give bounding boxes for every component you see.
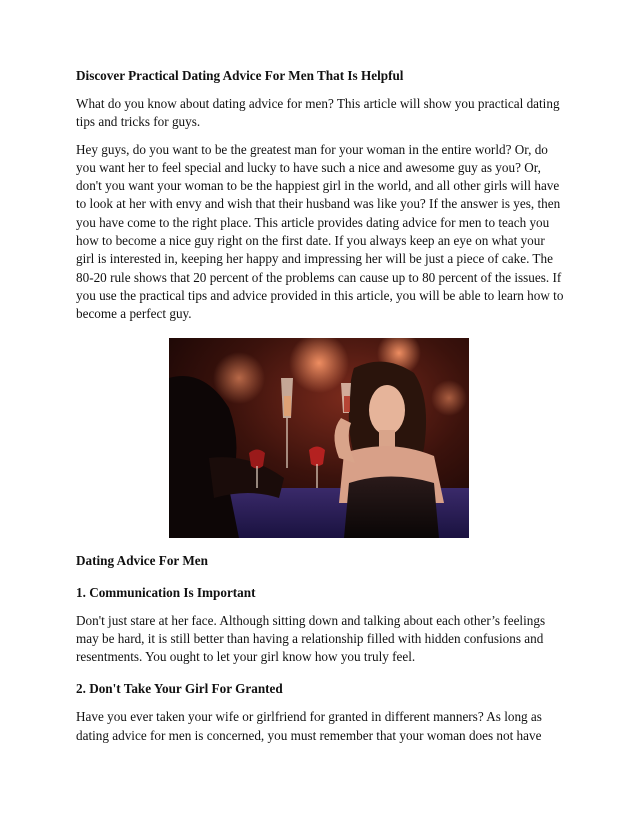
- intro-paragraph: What do you know about dating advice for men? This article will show you practical dating tips and tricks for guys.: [76, 96, 560, 130]
- section-2-text: Have you ever taken your wife or girlfriend for granted in different manners? As long as dating advice for men is concerned, you must remember that your woman does not have: [76, 709, 542, 743]
- body-paragraph: Hey guys, do you want to be the greatest man for your woman in the entire world? Or, do you want her to feel special and lucky to have such a nice and awesome guy as you? Or, don't you want your woman to be the happiest girl in the world, and all other girls will have to look at her with envy and wish that their husband was like you? If the answer is yes, then you have come to the right place. This article provides dating advice for men to teach you how to become a nice guy right on the first date. If you always keep an eye on what your girl is interested in, keeping her happy and impressing her will be just a piece of cake. The 80-20 rule shows that 20 percent of the problems can cause up to 80 percent of the issues. If you use the practical tips and advice provided in this article, you will be able to learn how to become a perfect guy.: [76, 141, 564, 322]
- article-content: [76, 67, 566, 754]
- section-heading: Dating Advice For Men: [76, 552, 208, 568]
- article-title: Discover Practical Dating Advice For Men That Is Helpful: [76, 68, 404, 83]
- section-1-text: Don't just stare at her face. Although sitting down and talking about each other’s feelings may be hard, it is still better than having a relationship filled with hidden confusions and resentments. You ought to let your girl know how you truly feel.: [76, 612, 546, 665]
- section-1-heading: 1. Communication Is Important: [76, 584, 256, 600]
- couple-dining-photo-icon: [169, 338, 469, 538]
- article-image-wrapper: [76, 338, 566, 538]
- section-2-heading: 2. Don't Take Your Girl For Granted: [76, 681, 283, 697]
